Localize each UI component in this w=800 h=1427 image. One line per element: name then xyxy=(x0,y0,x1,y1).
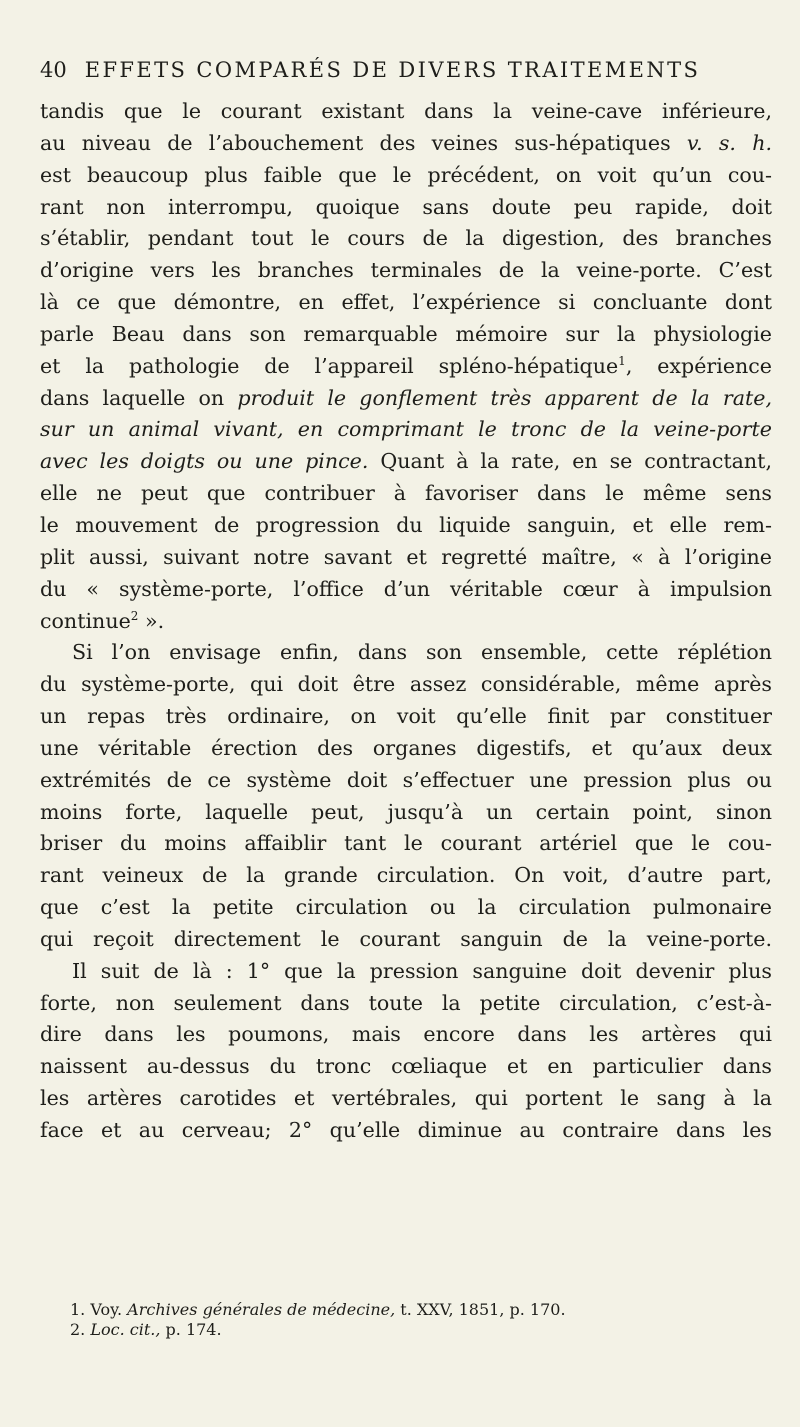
running-head xyxy=(40,58,772,82)
text-line: là ce que démontre, en effet, l’expérience si concluante dont xyxy=(40,290,772,315)
text-line: un repas très ordinaire, on voit qu’elle finit par constituer xyxy=(40,704,772,729)
text-line: moins forte, laquelle peut, jusqu’à un certain point, sinon xyxy=(40,799,772,824)
text-line: rant non interrompu, quoique sans doute peu rapide, doit xyxy=(40,194,772,219)
text-line: une véritable érection des organes digestifs, et qu’aux deux xyxy=(40,735,772,760)
text-line: que c’est la petite circulation ou la circulation pulmonaire xyxy=(40,895,772,920)
text-line: continue$^2$ ». xyxy=(40,608,165,633)
text-line: tandis que le courant existant dans la veine-cave inférieure, xyxy=(40,99,772,123)
text-line: rant veineux de la grande circulation. On voit, d’autre part, xyxy=(40,863,772,888)
text-line: et la pathologie de l’appareil spléno-hépatique$^1$, expérience xyxy=(40,353,772,378)
body-text xyxy=(40,96,772,1147)
text-line: forte, non seulement dans toute la petite circulation, c’est-à- xyxy=(40,990,772,1015)
footnote-1: 1. Voy. Archives générales de médecine, t. XXV, 1851, p. 170. xyxy=(70,1300,566,1319)
text-line: les artères carotides et vertébrales, qui portent le sang à la xyxy=(40,1086,772,1111)
text-line: d’origine vers les branches terminales de la veine-porte. C’est xyxy=(40,258,772,283)
page-number: 40 xyxy=(40,58,67,82)
text-line: plit aussi, suivant notre savant et regretté maître, « à l’origine xyxy=(40,544,772,569)
text-line: du système-porte, qui doit être assez considérable, même après xyxy=(40,672,772,697)
text-line: du « système-porte, l’office d’un véritable cœur à impulsion xyxy=(40,576,772,601)
footnote-ref-2: 2 xyxy=(130,608,139,623)
book-page xyxy=(40,58,772,1147)
running-title: EFFETS COMPARÉS DE DIVERS TRAITEMENTS xyxy=(84,58,701,82)
footnote-ref-1: 1 xyxy=(618,353,626,368)
text-line: face et au cerveau; 2° qu’elle diminue au contraire dans les xyxy=(40,1118,772,1142)
footnote-2: 2. Loc. cit., p. 174. xyxy=(70,1320,222,1339)
text-line: parle Beau dans son remarquable mémoire sur la physiologie xyxy=(40,321,772,346)
text-line: est beaucoup plus faible que le précédent, on voit qu’un cou- xyxy=(40,162,772,187)
text-line: qui reçoit directement le courant sanguin de la veine-porte. xyxy=(40,926,772,951)
text-line: Si l’on envisage enfin, dans son ensemble, cette réplétion xyxy=(72,640,772,665)
footnotes xyxy=(70,1300,566,1340)
text-line: Il suit de là : 1° que la pression sanguine doit devenir plus xyxy=(72,958,772,983)
text-line: briser du moins affaiblir tant le courant artériel que le cou- xyxy=(40,831,772,856)
text-line: s’établir, pendant tout le cours de la digestion, des branches xyxy=(40,226,772,251)
text-line: au niveau de l’abouchement des veines sus-hépatiques v. s. h. xyxy=(40,130,772,155)
text-line: elle ne peut que contribuer à favoriser dans le même sens xyxy=(40,481,772,506)
text-line: le mouvement de progression du liquide sanguin, et elle rem- xyxy=(40,512,772,537)
text-line: sur un animal vivant, en comprimant le tronc de la veine-porte xyxy=(40,417,772,442)
text-line: extrémités de ce système doit s’effectuer une pression plus ou xyxy=(40,767,772,792)
text-line: naissent au-dessus du tronc cœliaque et en particulier dans xyxy=(40,1054,772,1079)
text-line: avec les doigts ou une pince. Quant à la rate, en se contractant, xyxy=(40,449,773,474)
text-line: dire dans les poumons, mais encore dans les artères qui xyxy=(40,1022,772,1047)
text-line: dans laquelle on produit le gonflement très apparent de la rate, xyxy=(40,385,773,410)
